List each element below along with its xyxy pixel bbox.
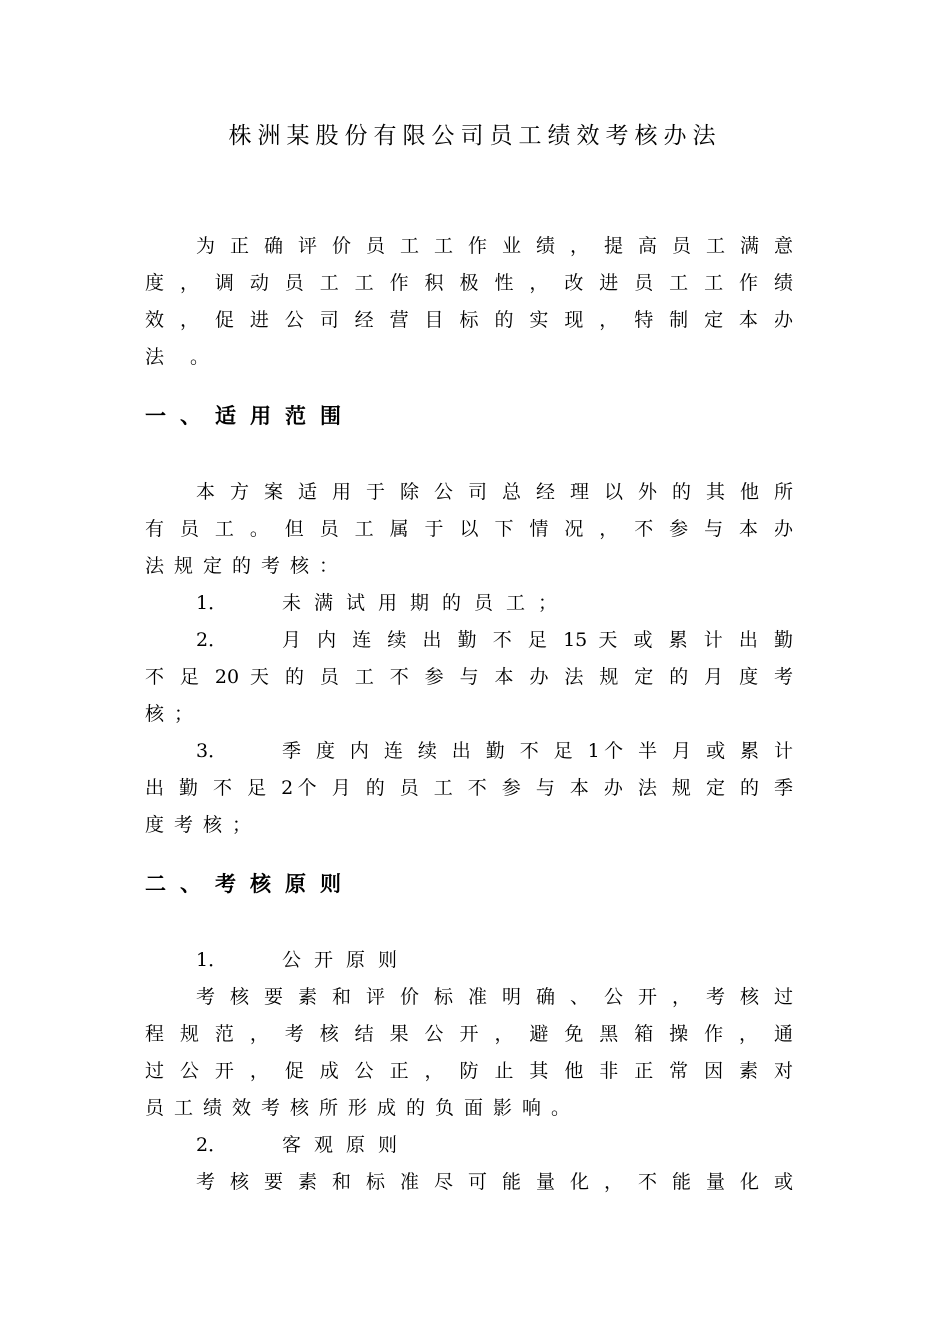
intro-line-4: 法 。 xyxy=(145,346,220,368)
principle-text: 程 规 范 ， 考 核 结 果 公 开 ， 避 免 黑 箱 操 作 ， 通 xyxy=(145,1023,793,1045)
list-number: 2． xyxy=(196,1134,228,1156)
principle-text: 考 核 要 素 和 标 准 尽 可 能 量 化 ， 不 能 量 化 或 xyxy=(196,1171,793,1193)
intro-line-3: 效 ， 促 进 公 司 经 营 目 标 的 实 现 ， 特 制 定 本 办 xyxy=(145,309,793,331)
document-title: 株洲某股份有限公司员工绩效考核办法 xyxy=(228,123,722,149)
list-number: 3． xyxy=(196,740,228,762)
list-number: 1． xyxy=(196,949,228,971)
list-item-text: 季 度 内 连 续 出 勤 不 足 1个 半 月 或 累 计 xyxy=(282,740,793,762)
section-heading-scope: 一、适用范围 xyxy=(145,404,355,428)
intro-line-2: 度 ， 调 动 员 工 工 作 积 极 性 ， 改 进 员 工 工 作 绩 xyxy=(145,272,793,294)
list-item-text: 月 内 连 续 出 勤 不 足 15 天 或 累 计 出 勤 xyxy=(282,629,793,651)
list-item-text: 不 足 20 天 的 员 工 不 参 与 本 办 法 规 定 的 月 度 考 xyxy=(145,666,793,688)
scope-para-line-3: 法规定的考核： xyxy=(145,555,349,577)
principle-label: 客观原则 xyxy=(282,1134,411,1156)
list-item-text: 未满试用期的员工； xyxy=(282,592,571,614)
principle-text: 考 核 要 素 和 评 价 标 准 明 确 、 公 开 ， 考 核 过 xyxy=(196,986,793,1008)
list-item-text: 出 勤 不 足 2个 月 的 员 工 不 参 与 本 办 法 规 定 的 季 xyxy=(145,777,793,799)
scope-para-line-1: 本 方 案 适 用 于 除 公 司 总 经 理 以 外 的 其 他 所 xyxy=(196,481,793,503)
list-number: 2． xyxy=(196,629,228,651)
principle-text: 过 公 开 ， 促 成 公 正 ， 防 止 其 他 非 正 常 因 素 对 xyxy=(145,1060,793,1082)
intro-line-1: 为 正 确 评 价 员 工 工 作 业 绩 ， 提 高 员 工 满 意 xyxy=(196,235,793,257)
principle-label: 公开原则 xyxy=(282,949,411,971)
list-item-text: 度考核； xyxy=(145,814,262,836)
scope-para-line-2: 有 员 工 。 但 员 工 属 于 以 下 情 况 ， 不 参 与 本 办 xyxy=(145,518,793,540)
principle-text: 员工绩效考核所形成的负面影响。 xyxy=(145,1097,581,1119)
list-item-text: 核； xyxy=(145,703,204,725)
list-number: 1． xyxy=(196,592,228,614)
section-heading-principles: 二、考核原则 xyxy=(145,872,355,896)
